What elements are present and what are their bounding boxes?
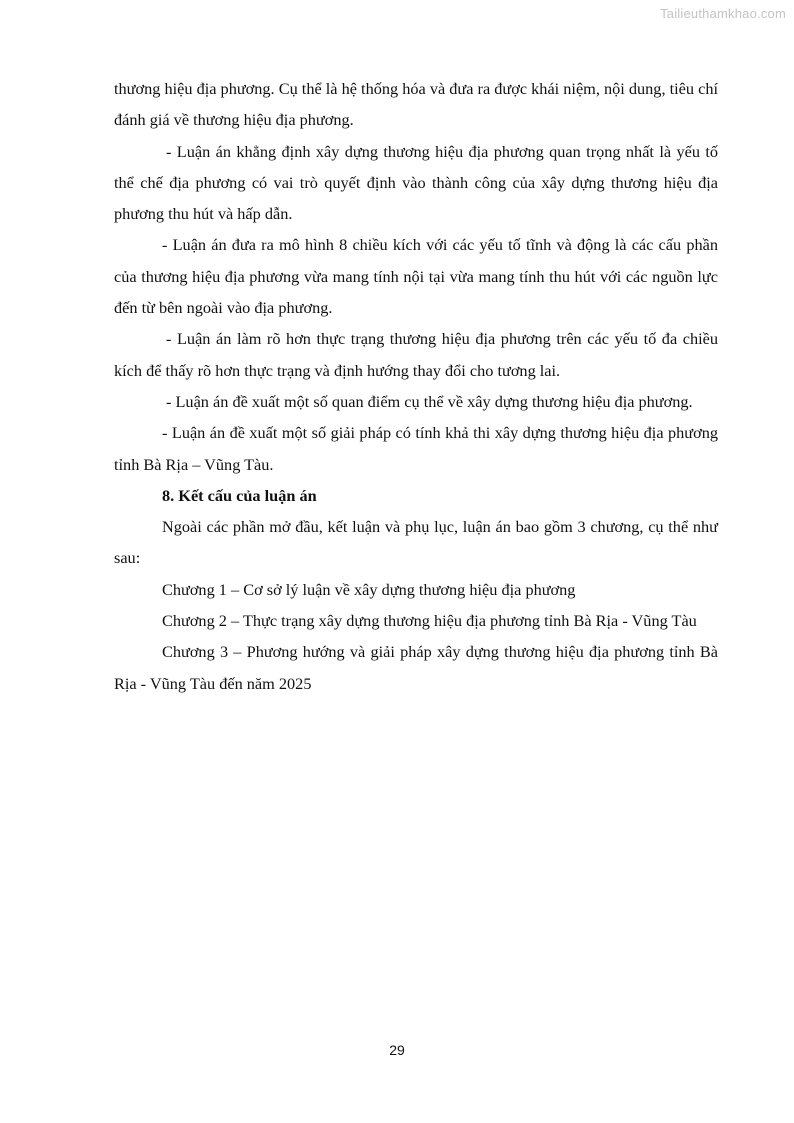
paragraph-contribution-reality: - Luận án làm rõ hơn thực trạng thương hiệu địa phương trên các yếu tố đa chiều kích để thấy rõ hơn thực trạng và định hướng thay đổi cho tương lai. bbox=[114, 329, 718, 380]
paragraph-structure-intro: Ngoài các phần mở đầu, kết luận và phụ lục, luận án bao gồm 3 chương, cụ thể như sau: bbox=[114, 517, 718, 568]
paragraph-continuation: thương hiệu địa phương. Cụ thể là hệ thống hóa và đưa ra được khái niệm, nội dung, tiêu chí đánh giá về thương hiệu địa phương. bbox=[114, 79, 718, 130]
page-number: 29 bbox=[389, 1042, 405, 1058]
paragraph-contribution-institution: - Luận án khẳng định xây dựng thương hiệu địa phương quan trọng nhất là yếu tố thể chế địa phương có vai trò quyết định vào thành công của xây dựng thương hiệu địa phương thu hút và hấp dẫn. bbox=[114, 141, 718, 224]
watermark-text: Tailieuthamkhao.com bbox=[660, 6, 786, 21]
paragraph-contribution-model: - Luận án đưa ra mô hình 8 chiều kích với các yếu tố tĩnh và động là các cấu phần của thương hiệu địa phương vừa mang tính nội tại vừa mang tính thu hút với các nguồn lực đến từ bên ngoài vào địa phương. bbox=[114, 235, 718, 318]
paragraph-contribution-viewpoints: - Luận án đề xuất một số quan điểm cụ thể về xây dựng thương hiệu địa phương. bbox=[166, 391, 693, 411]
chapter-3-line: Chương 3 – Phương hướng và giải pháp xây dựng thương hiệu địa phương tỉnh Bà Rịa - Vũng Tàu đến năm 2025 bbox=[114, 642, 718, 693]
chapter-1-line: Chương 1 – Cơ sở lý luận về xây dựng thương hiệu địa phương bbox=[162, 579, 576, 599]
section-heading: 8. Kết cấu của luận án bbox=[162, 485, 317, 505]
paragraph-contribution-solutions: - Luận án đề xuất một số giải pháp có tính khả thi xây dựng thương hiệu địa phương tỉnh Bà Rịa – Vũng Tàu. bbox=[114, 423, 718, 474]
chapter-2-line: Chương 2 – Thực trạng xây dựng thương hiệu địa phương tỉnh Bà Rịa - Vũng Tàu bbox=[162, 611, 697, 631]
document-body bbox=[114, 73, 718, 699]
